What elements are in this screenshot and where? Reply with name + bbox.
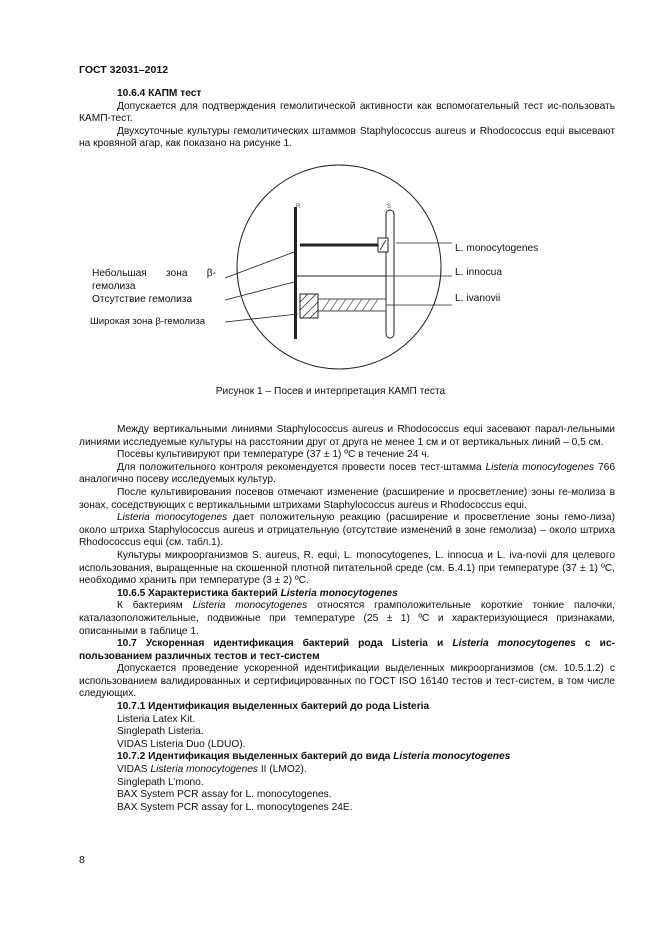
species-name: Listeria monocytogenes: [192, 600, 308, 612]
section-heading: 10.7.1 Идентификация выделенных бактерий до рода Listeria: [117, 701, 430, 713]
list-item: BAX System PCR assay for L. monocytogenes.: [117, 789, 332, 801]
l-ivanovii-streak: [318, 299, 386, 311]
label-no-hemolysis: Отсутствие гемолиза: [92, 294, 193, 305]
species-name: Listeria monocytogenes: [485, 461, 595, 473]
species-name: Listeria monocytogenes: [393, 751, 511, 763]
label-r: R: [296, 204, 301, 210]
s-streak: [386, 210, 394, 338]
list-item: Listeria Latex Kit.: [117, 713, 196, 725]
label-l-monocytogenes: L. monocytogenes: [455, 243, 539, 254]
body-text: [79, 424, 615, 814]
text-run: II (LMO2).: [258, 764, 307, 776]
label-l-ivanovii: L. ivanovii: [455, 293, 501, 304]
list-item: Singlepath Listeria.: [117, 726, 204, 738]
r-streak: [294, 207, 297, 339]
list-item: Singlepath L’mono.: [117, 776, 204, 788]
species-name: Listeria monocytogenes: [150, 764, 259, 776]
section-heading: [79, 638, 615, 663]
list-item: BAX System PCR assay for L. monocytogenes 24E.: [117, 801, 353, 813]
label-s: S: [387, 204, 392, 210]
text-run: 10.7 Ускоренная идентификация бактерий рода Listeria и: [117, 638, 453, 650]
paragraph: После культивирования посевов отмечают изменение (расширение и просветление) зоны ге-молиза в зонах, соседствующих с вертикальными штрихами Staphylococcus aureus и Rhodococcus equi.: [79, 486, 615, 511]
paragraph: [79, 462, 615, 487]
paragraph: Между вертикальными линиями Staphylococcus aureus и Rhodococcus equi засевают парал-лельными линиями исследуемые культуры на расстоянии друг от друга не менее 1 см и от вертикальных линий – 0,5 см.: [79, 424, 615, 448]
list-item: VIDAS Listeria Duo (LDUO).: [117, 738, 246, 750]
text-run: относятся грамположительные короткие тонкие палочки, каталазоположительные, подвижные при температуре (25 ± 1) ºС и характеризующиеся признаками, описанными в таблице 1.: [79, 600, 615, 637]
text-run: Для положительного контроля рекомендуется провести посев тест-штамма: [117, 461, 486, 473]
paragraph: Культуры микроорганизмов S. aureus, R. equi, L. monocytogenes, L. innocua и L. iva-novii для целевого использования, выращенные на скошенной плотной питательной среде (см. Б.4.1) при температуре (37 ± 1) ºС, необходимо хранить при температуре (3 ± 2) ºС.: [79, 549, 615, 587]
paragraph: [79, 600, 615, 638]
paragraph: Допускается проведение ускоренной идентификации выделенных микроорганизмов (см. 10.5.1.2) с использованием валидированных и сертифицированных по ГОСТ ISO 16140 тестов и тест-систем, в том числе следующих.: [79, 663, 615, 700]
petri-dish-outline: [237, 165, 441, 369]
label-l-innocua: L. innocua: [455, 267, 503, 278]
text-run: 10.7.2 Идентификация выделенных бактерий до вида: [117, 751, 394, 763]
leader-line: [225, 282, 294, 300]
text-run: 766 аналогично посеву исследуемых культур.: [79, 461, 615, 486]
text-run: дает положительную реакцию (расширение и просветление зоны гемо-лиза) около штриха Staphylococcus aureus и отрицательную (отсутствие изменений в зоне гемолиза) – около штриха Rhodococcus equi (см. табл.1).: [79, 512, 615, 549]
page-number: 8: [79, 854, 85, 866]
paragraph: [79, 512, 615, 550]
species-name: Listeria monocytogenes: [280, 587, 398, 599]
text-run: с ис-пользованием различных тестов и тест-систем: [79, 638, 615, 662]
section-heading: [79, 751, 615, 764]
wide-beta-hemolysis-zone: [300, 294, 318, 318]
text-run: К бактериям: [117, 600, 193, 612]
section-heading: [79, 588, 615, 601]
label-small-beta-hemolysis: Небольшая зона β-гемолиза: [92, 268, 216, 292]
paragraph: Двухсуточные культуры гемолитических штаммов Staphylococcus aureus и Rhodococcus equi высевают на кровяной агар, как показано на рисунке 1.: [79, 125, 615, 150]
section-heading: 10.6.4 КАПМ тест: [117, 88, 202, 99]
paragraph: Посевы культивируют при температуре (37 ± 1) ºС в течение 24 ч.: [117, 449, 430, 461]
leader-line: [225, 314, 298, 322]
text-run: 10.6.5 Характеристика бактерий: [117, 587, 281, 599]
text-run: VIDAS: [117, 764, 151, 776]
species-name: Listeria monocytogenes: [452, 638, 576, 650]
list-item: [79, 764, 615, 777]
figure-caption: Рисунок 1 – Посев и интерпретация КАМП теста: [215, 386, 446, 397]
species-name: Listeria monocytogenes: [117, 512, 228, 524]
label-wide-beta-hemolysis: Широкая зона β-гемолиза: [90, 316, 206, 327]
leader-line: [225, 252, 294, 278]
paragraph: Допускается для подтверждения гемолитической активности как вспомогательный тест ис-пользовать КАМП-тест.: [79, 100, 615, 125]
document-header: ГОСТ 32031–2012: [79, 64, 169, 76]
